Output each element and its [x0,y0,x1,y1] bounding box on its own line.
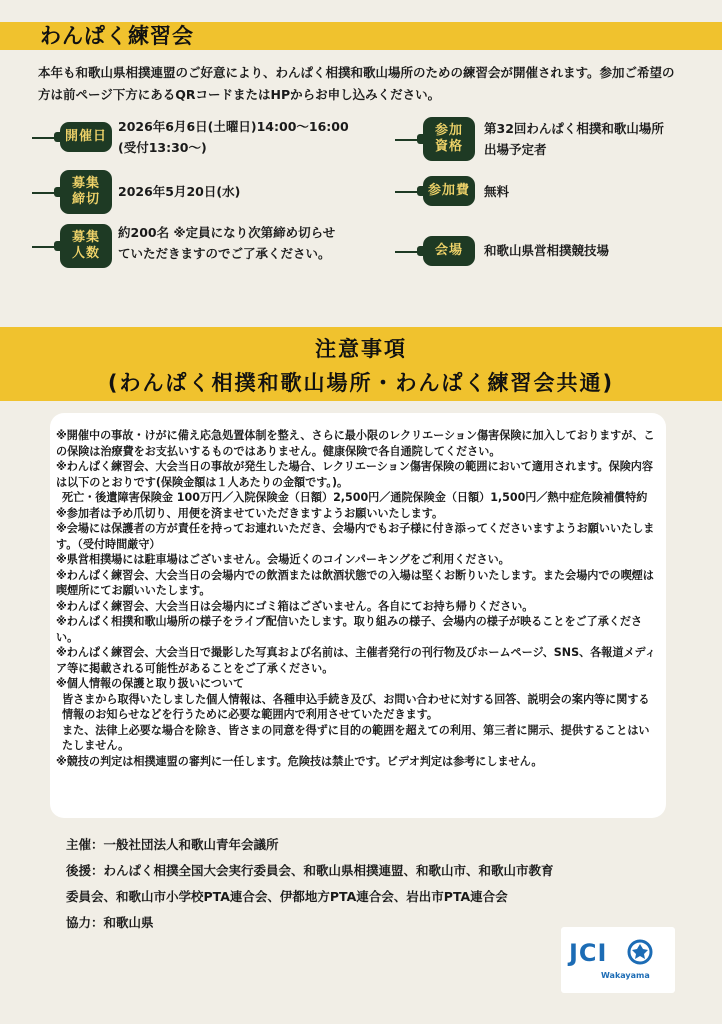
eligibility-value-line-1: 第32回わんぱく相撲和歌山場所 [484,121,664,136]
date-value [118,116,398,158]
note-item: ※競技の判定は相撲連盟の審判に一任します。危険技は禁止です。ビデオ判定は参考にしません。 [56,754,543,768]
deadline-label-1: 募集 [71,176,100,191]
note-item: ※会場には保護者の方が責任を持ってお連れいただき、会場内でもお子様に付き添ってくださいますようお願いいたします。（受付時間厳守） [56,522,655,551]
eligibility-label-1: 参加 [434,123,463,138]
cooperation: 協力：和歌山県 [66,915,154,930]
venue-label: 会場 [434,243,463,258]
notes-heading: 注意事項 [315,337,407,361]
eligibility-label-2: 資格 [434,139,463,154]
note-item: ※わんぱく練習会、大会当日は会場内にゴミ箱はございません。各自にてお持ち帰りください。 [56,599,534,613]
title-band [0,22,722,50]
jci-logo [561,927,675,993]
note-item: また、法律上必要な場合を除き、皆さまの同意を得ずに目的の範囲を超えての利用、第三者に開示、提供することはいたしません。 [62,723,650,752]
notes-subheading: (わんぱく相撲和歌山場所・わんぱく練習会共通) [107,371,615,395]
date-label: 開催日 [64,129,107,144]
capacity-value-line-2: ていただきますのでご了承ください。 [118,246,331,261]
capacity-label-1: 募集 [71,230,100,245]
fee-tag [423,176,475,206]
note-item: ※わんぱく練習会、大会当日の事故が発生した場合、レクリエーション傷害保険の範囲において適用されます。保険内容は以下のとおりです(保険金額は１人あたりの金額です。)。 [56,460,653,489]
date-value-line-1: 2026年6月6日(土曜日)14:00～16:00 [118,119,349,134]
note-item: 死亡・後遺障害保険金 100万円／入院保険金（日額）2,500円／通院保険金（日額）1,500円／熱中症危険補償特約 [62,491,648,504]
deadline-label-2: 締切 [71,192,100,207]
capacity-value-line-1: 約200名 ※定員になり次第締め切らせ [118,225,336,240]
eligibility-value-line-2: 出場予定者 [484,142,547,157]
capacity-value [118,222,378,264]
date-tag [60,122,112,152]
note-item: ※個人情報の保護と取り扱いについて [56,677,245,690]
note-item: ※わんぱく相撲和歌山場所の様子をライブ配信いたします。取り組みの様子、会場内の様子が映ることをご了承ください。 [56,615,643,644]
venue-value: 和歌山県営相撲競技場 [484,243,610,258]
eligibility-value [484,118,704,160]
logo-sub: Wakayama [601,971,650,980]
notes-list [56,428,656,769]
fee-value: 無料 [484,184,510,199]
notes-heading-band [0,327,722,401]
page-title: わんぱく練習会 [40,24,194,48]
logo-text: JCI [569,939,608,967]
deadline-value: 2026年5月20日(水) [118,184,241,199]
intro-text: 本年も和歌山県相撲連盟のご好意により、わんぱく相撲和歌山場所のための練習会が開催されます。参加ご希望の方は前ページ下方にあるQRコードまたはHPからお申し込みください。 [38,65,675,102]
support-line-1: 後援：わんぱく相撲全国大会実行委員会、和歌山県相撲連盟、和歌山市、和歌山市教育 [66,863,554,878]
date-value-line-2: (受付13:30～) [118,140,207,155]
note-item: 皆さまから取得いたしました個人情報は、各種申込手続き及び、お問い合わせに対する回答、説明会の案内等に関する情報のお知らせなどを行うために必要な範囲内で利用させていただきます。 [62,692,650,721]
note-item: ※開催中の事故・けがに備え応急処置体制を整え、さらに最小限のレクリエーション傷害保険に加入しておりますが、この保険は治療費をお支払いするものではありません。健康保険で各自通院してください。 [56,429,655,458]
venue-tag [423,236,475,266]
note-item: ※参加者は予め爪切り、用便を済ませていただきますようお願いいたします。 [56,506,444,520]
note-item: ※わんぱく練習会、大会当日の会場内での飲酒または飲酒状態での入場は堅くお断りいたします。また会場内での喫煙は喫煙所にてお願いいたします。 [56,568,654,597]
note-item: ※県営相撲場には駐車場はございません。会場近くのコインパーキングをご利用ください。 [56,553,510,566]
capacity-tag [60,224,112,268]
organizer: 主催：一般社団法人和歌山青年会議所 [66,837,279,852]
eligibility-tag [423,117,475,161]
capacity-label-2: 人数 [71,246,100,261]
note-item: ※わんぱく練習会、大会当日で撮影した写真および名前は、主催者発行の刊行物及びホームページ、SNS、各報道メディア等に掲載される可能性があることをご了承ください。 [56,646,656,675]
deadline-tag [60,170,112,214]
jci-shield-icon [627,939,653,965]
support-line-2: 委員会、和歌山市小学校PTA連合会、伊都地方PTA連合会、岩出市PTA連合会 [66,889,508,904]
fee-label: 参加費 [427,183,470,198]
